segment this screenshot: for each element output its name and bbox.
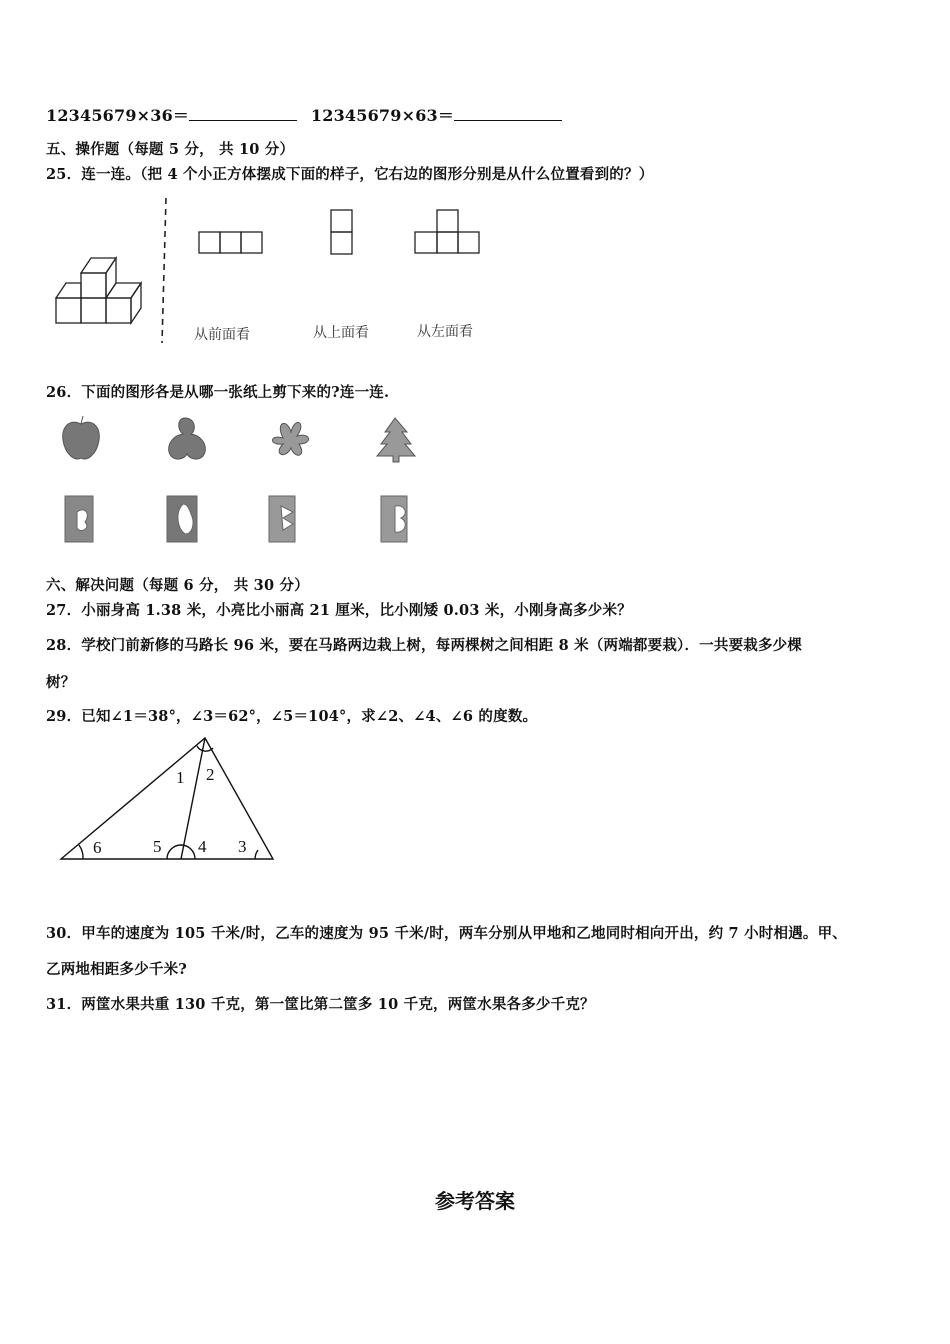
label-left-view: 从左面看 (417, 324, 473, 340)
view-top-shape (331, 210, 352, 254)
calc-expr-1: 12345679×36＝ (46, 106, 190, 125)
q25-figure (46, 195, 516, 355)
gourd-shape-icon (169, 418, 206, 459)
apple-shape-icon (63, 416, 100, 459)
answer-section-title: 参考答案 (435, 1189, 515, 1213)
label-top-view: 从上面看 (313, 325, 369, 341)
calc-expr-2: 12345679×63＝ (310, 106, 455, 125)
question-29-text: 29．已知∠1＝38°，∠3＝62°，∠5＝104°，求∠2、∠4、∠6 的度数。 (46, 708, 538, 725)
paper-sheet-icon (65, 496, 93, 542)
view-left-shape (415, 210, 479, 253)
dashed-separator (162, 198, 166, 343)
answer-blank-1[interactable] (189, 106, 297, 121)
angle-label-3: 3 (238, 837, 247, 856)
question-26-text: 26．下面的图形各是从哪一张纸上剪下来的?连一连. (46, 384, 390, 401)
tree-shape-icon (377, 418, 415, 462)
paper-sheet-icon (381, 496, 407, 542)
calc-line (46, 103, 570, 126)
question-25-text: 25．连一连。（把 4 个小正方体摆成下面的样子，它右边的图形分别是从什么位置看到的？） (46, 166, 654, 183)
angle-label-1: 1 (176, 768, 185, 787)
q26-cutouts (55, 412, 455, 472)
flower-shape-icon (273, 422, 309, 455)
question-27-text: 27．小丽身高 1.38 米，小亮比小丽高 21 厘米，比小刚矮 0.03 米，小刚身高多少米？ (46, 602, 632, 619)
angle-label-2: 2 (206, 765, 215, 784)
angle-label-6: 6 (93, 838, 102, 857)
angle-label-5: 5 (153, 837, 162, 856)
view-front-shape (199, 232, 262, 253)
q29-triangle-figure (55, 730, 295, 870)
cube-stack-drawing (56, 258, 141, 323)
answer-blank-2[interactable] (454, 106, 562, 121)
q26-papers (55, 492, 455, 552)
paper-sheet-icon (269, 496, 295, 542)
section-6-heading: 六、解决问题（每题 6 分， 共 30 分） (46, 577, 309, 594)
question-28-line-1: 28．学校门前新修的马路长 96 米，要在马路两边栽上树，每两棵树之间相距 8 米（两端都要栽）．一共要栽多少棵 (46, 637, 803, 654)
question-31-text: 31．两筐水果共重 130 千克，第一筐比第二筐多 10 千克，两筐水果各多少千克？ (46, 996, 595, 1013)
section-5-heading: 五、操作题（每题 5 分， 共 10 分） (46, 141, 295, 158)
question-28-line-2: 树？ (46, 674, 76, 691)
angle-label-4: 4 (198, 837, 207, 856)
paper-sheet-icon (167, 496, 197, 542)
question-30-line-1: 30．甲车的速度为 105 千米/时，乙车的速度为 95 千米/时，两车分别从甲地和乙地同时相向开出，约 7 小时相遇。甲、 (46, 925, 847, 942)
label-front-view: 从前面看 (194, 327, 250, 343)
question-30-line-2: 乙两地相距多少千米? (46, 961, 187, 978)
